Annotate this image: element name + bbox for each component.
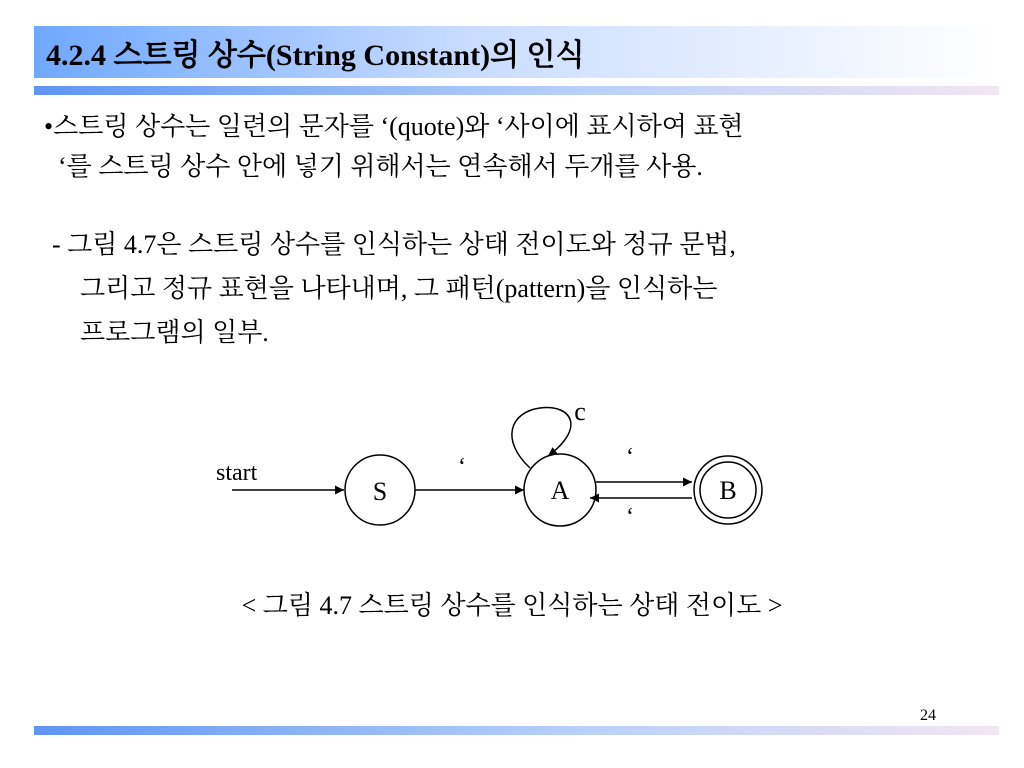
slide-title: 4.2.4 스트링 상수(String Constant)의 인식 (46, 39, 585, 72)
transition-b-to-a-label: ‘ (626, 504, 634, 530)
bottom-divider (34, 726, 999, 735)
bullet-2-line-3: 프로그램의 일부. (80, 318, 269, 347)
start-label: start (216, 460, 258, 486)
bullet-1-line-2: ‘를 스트링 상수 안에 넣기 위해서는 연속해서 두개를 사용. (58, 152, 703, 181)
page-number: 24 (920, 707, 936, 724)
bullet-2-line-2: 그리고 정규 표현을 나타내며, 그 패턴(pattern)을 인식하는 (80, 274, 718, 303)
bullet-1-line-1: •스트링 상수는 일련의 문자를 ‘(quote)와 ‘사이에 표시하여 표현 (44, 112, 744, 141)
transition-s-to-a-label: ‘ (458, 454, 466, 480)
state-s-label: S (372, 477, 388, 506)
transition-a-to-b-label: ‘ (626, 444, 634, 470)
bullet-2-line-1: - 그림 4.7은 스트링 상수를 인식하는 상태 전이도와 정규 문법, (52, 230, 736, 259)
state-b-label: B (719, 476, 737, 505)
transition-a-self-loop-label: c (574, 397, 586, 426)
figure-caption: < 그림 4.7 스트링 상수를 인식하는 상태 전이도 > (241, 591, 783, 620)
state-a-label: A (550, 476, 570, 505)
